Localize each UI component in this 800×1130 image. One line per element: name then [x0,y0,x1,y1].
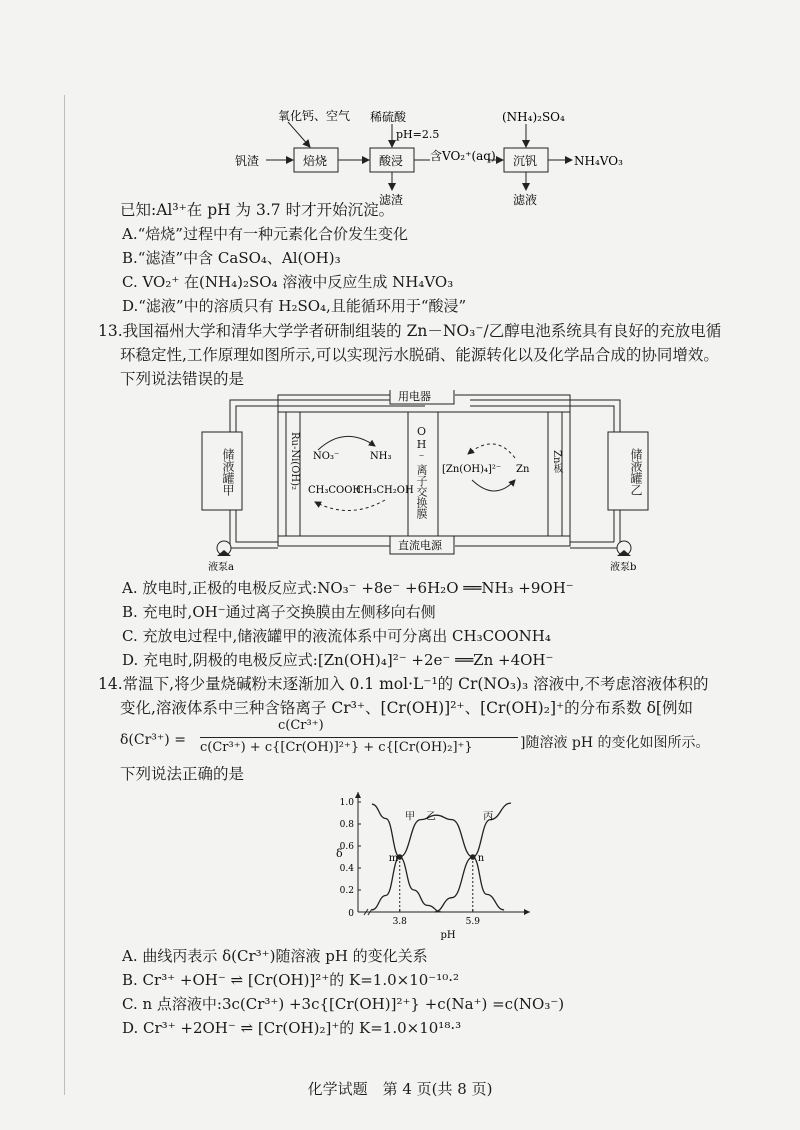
q13-stem-line2: 环稳定性,工作原理如图所示,可以实现污水脱硝、能源转化以及化学品合成的协同增效。 [120,346,719,364]
q14-formula-num: c(Cr³⁺) [278,718,324,733]
y-tick-label: 1.0 [339,798,354,808]
label-dc-source: 直流电源 [398,539,442,552]
q14-stem-line4: 下列说法正确的是 [120,765,245,783]
flow-step1: 焙烧 [303,154,328,168]
species-ethanol: CH₃CH₂OH [356,485,414,496]
label-membrane: OH⁻离子交换膜 [415,425,428,519]
flow-waste2: 滤液 [513,193,538,207]
q14-formula-den: c(Cr³⁺) + c{[Cr(OH)]²⁺} + c{[Cr(OH)₂]⁺} [200,740,473,755]
fraction-bar [200,737,518,738]
label-electrode-right: Zn板 [551,450,562,474]
flow-product: NH₄VO₃ [574,154,623,168]
page-margin-line [64,95,65,1095]
flow-step2: 酸浸 [379,154,404,168]
species-nh3: NH₃ [370,451,392,462]
distribution-chart [320,790,540,950]
label-tank-right: 储液罐乙 [629,448,643,496]
q13-option-d: D. 充电时,阴极的电极反应式:[Zn(OH)₄]²⁻ +2e⁻ ══Zn +4OH⁻ [122,651,554,669]
point-label-n: n [477,853,485,864]
label-pump-a: 液泵a [208,562,234,573]
q13-option-a: A. 放电时,正极的电极反应式:NO₃⁻ +8e⁻ +6H₂O ══NH₃ +9OH⁻ [122,579,574,597]
flow-reagent3: (NH₄)₂SO₄ [502,110,565,124]
q14-formula-lhs: δ(Cr³⁺) = [120,732,186,748]
x-axis-label: pH [440,930,456,941]
species-ch3cooh: CH₃COOH [308,485,362,496]
flow-step3: 沉钒 [513,154,538,168]
series-label-甲: 甲 [404,811,415,823]
y-tick-label: 0.2 [339,886,354,896]
x-tick-label: 5.9 [465,917,480,927]
process-flow-diagram [230,100,650,210]
y-axis-label: δ [336,847,343,860]
series-label-丙: 丙 [483,811,494,823]
q14-option-b: B. Cr³⁺ +OH⁻ ⇌ [Cr(OH)]²⁺的 K=1.0×10⁻¹⁰·² [122,971,460,989]
flow-reagent1: 氧化钙、空气 [278,109,351,123]
q12-option-b: B.“滤渣”中含 CaSO₄、Al(OH)₃ [122,249,341,267]
label-tank-left: 储液罐甲 [221,448,235,496]
x-axis-arrow [524,909,530,915]
point-label-m: m [388,853,399,864]
flow-reagent2: 稀硫酸 [370,110,407,124]
y-tick-label: 0.6 [339,842,354,852]
q13-stem-line3: 下列说法错误的是 [120,370,245,388]
q14-option-d: D. Cr³⁺ +2OH⁻ ⇌ [Cr(OH)₂]⁺的 K=1.0×10¹⁸·³ [122,1019,462,1037]
origin-label: 0 [348,909,354,919]
q12-option-d: D.“滤液”中的溶质只有 H₂SO₄,且能循环用于“酸浸” [122,297,467,315]
q12-known: 已知:Al³⁺在 pH 为 3.7 时才开始沉淀。 [120,201,395,219]
y-tick-label: 0.4 [339,864,354,874]
series-label-乙: 乙 [425,811,436,823]
flow-ph: pH=2.5 [396,128,440,141]
flow-intermediate: 含VO₂⁺(aq) [430,149,496,163]
species-zn: Zn [516,464,530,475]
arrow-reagent1 [288,122,310,147]
q12-option-a: A.“焙烧”过程中有一种元素化合价发生变化 [122,225,408,243]
species-no3: NO₃⁻ [313,451,340,462]
point-n [470,854,476,860]
species-zincate: [Zn(OH)₄]²⁻ [442,464,502,475]
q14-option-c: C. n 点溶液中:3c(Cr³⁺) +3c{[Cr(OH)]²⁺} +c(Na⁺) =c(NO₃⁻) [122,995,565,1013]
q14-formula-tail: ]随溶液 pH 的变化如图所示。 [520,735,710,751]
q13-stem-line1: 13.我国福州大学和清华大学学者研制组装的 Zn－NO₃⁻/乙醇电池系统具有良好的充放电循 [98,322,722,340]
q12-option-c: C. VO₂⁺ 在(NH₄)₂SO₄ 溶液中反应生成 NH₄VO₃ [122,273,454,291]
x-tick-label: 3.8 [392,917,407,927]
q13-option-b: B. 充电时,OH⁻通过离子交换膜由左侧移向右侧 [122,603,436,621]
q13-option-c: C. 充放电过程中,储液罐甲的液流体系中可分离出 CH₃COONH₄ [122,627,551,645]
label-electrode-left: Ru-Ni(OH)₂ [289,432,300,491]
label-appliance: 用电器 [398,390,431,403]
y-axis-arrow [355,792,361,798]
flow-waste1: 滤渣 [379,193,404,207]
label-pump-b: 液泵b [610,562,637,573]
y-tick-label: 0.8 [339,820,354,830]
page-footer: 化学试题 第 4 页(共 8 页) [307,1080,493,1098]
q14-stem-line1: 14.常温下,将少量烧碱粉末逐渐加入 0.1 mol·L⁻¹的 Cr(NO₃)₃ 溶液中,不考虑溶液体积的 [98,675,709,693]
q14-stem-line2: 变化,溶液体系中三种含铬离子 Cr³⁺、[Cr(OH)]²⁺、[Cr(OH)₂]⁺的分布系数 δ[例如 [120,699,693,717]
q14-option-a: A. 曲线丙表示 δ(Cr³⁺)随溶液 pH 的变化关系 [122,947,428,965]
flow-start: 钒渣 [235,154,260,168]
